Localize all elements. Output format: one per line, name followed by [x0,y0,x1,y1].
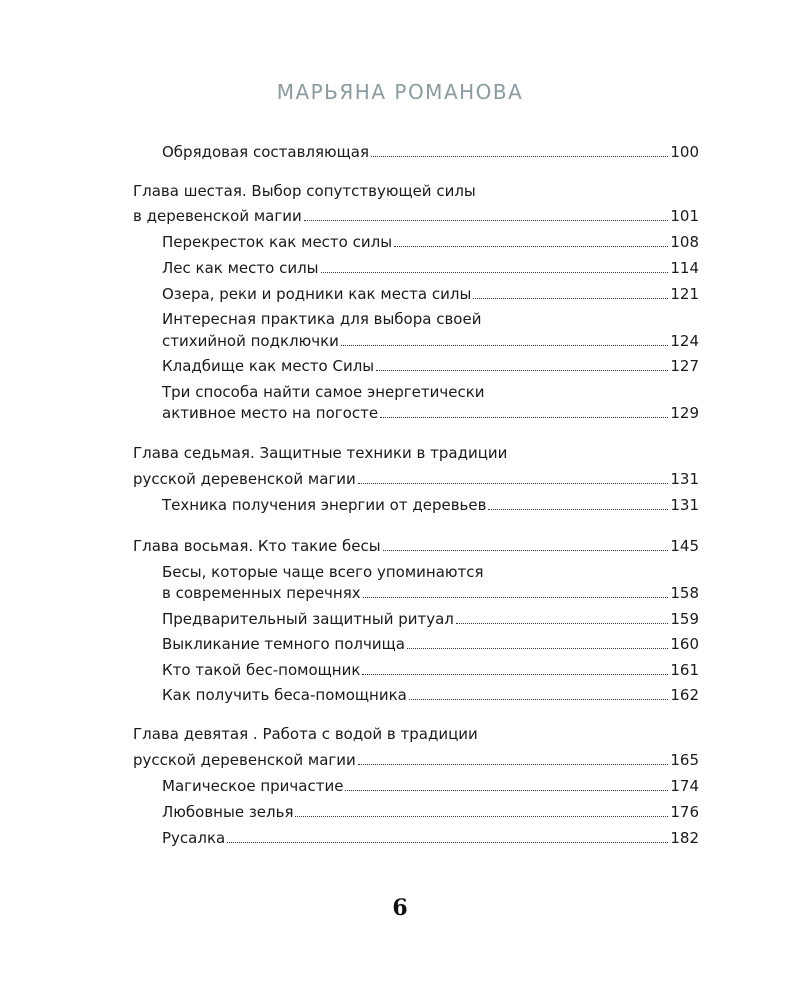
toc-entry [162,801,699,823]
dot-leader [358,482,669,484]
toc-entry-title: Техника получения энергии от деревьев [162,496,487,514]
toc-entry-title: в деревенской магии [133,207,302,225]
toc-entry-title: Любовные зелья [162,803,294,821]
toc-entry [162,283,699,305]
dot-leader [304,219,669,221]
toc-entry-page: 182 [670,829,699,847]
toc-entry-title: Глава восьмая. Кто такие бесы [133,537,381,555]
running-header-author: МАРЬЯНА РОМАНОВА [276,80,524,104]
dot-leader [341,344,668,346]
dot-leader [488,508,668,510]
toc-entry-page: 162 [670,686,699,704]
toc-entry [162,608,699,630]
dot-leader [371,155,668,157]
toc-entry-title-line1: Интересная практика для выбора своей [162,310,482,328]
dot-leader [362,673,668,675]
dot-leader [409,698,669,700]
toc-entry-title: Магическое причастие [162,777,344,795]
dot-leader [295,815,668,817]
toc-entry-title: Русалка [162,829,226,847]
dot-leader [376,369,668,371]
toc-entry-page: 124 [670,332,699,350]
toc-entry [162,494,699,516]
dot-leader [407,647,668,649]
toc-entry-title-line1: Три способа найти самое энергетически [162,383,485,401]
toc-entry-title: русской деревенской магии [133,751,356,769]
toc-entry-page: 127 [670,357,699,375]
toc-entry-page: 114 [670,259,699,277]
toc-entry-title: активное место на погосте [162,404,379,422]
toc-entry [162,257,699,279]
toc-entry [162,633,699,655]
toc-entry [162,355,699,377]
toc-entry [162,684,699,706]
toc-entry-page: 159 [670,610,699,628]
toc-entry-page: 101 [670,207,699,225]
toc-entry-page: 129 [670,404,699,422]
dot-leader [394,245,668,247]
dot-leader [473,297,668,299]
toc-entry [162,141,699,163]
toc-entry [162,330,699,352]
toc-chapter-title-line1: Глава шестая. Выбор сопутствующей силы [133,182,476,200]
toc-entry [162,659,699,681]
toc-entry-page: 131 [670,470,699,488]
toc-entry [162,582,699,604]
toc-entry-title: Как получить беса-помощника [162,686,407,704]
toc-entry-title: в современных перечнях [162,584,361,602]
toc-entry-title: Кладбище как место Силы [162,357,375,375]
dot-leader [456,622,668,624]
toc-entry-title: стихийной подключки [162,332,339,350]
page-number: 6 [392,895,408,921]
toc-chapter-entry [133,749,699,771]
toc-entry-title: русской деревенской магии [133,470,356,488]
dot-leader [358,763,669,765]
toc-entry-page: 145 [670,537,699,555]
toc-entry-title: Кто такой бес-помощник [162,661,361,679]
toc-entry [162,402,699,424]
toc-entry [162,775,699,797]
toc-entry-title: Обрядовая составляющая [162,143,369,161]
dot-leader [383,549,669,551]
toc-entry-page: 165 [670,751,699,769]
toc-chapter-title-line1: Глава седьмая. Защитные техники в традиции [133,444,508,462]
toc-entry-page: 121 [670,285,699,303]
dot-leader [227,841,668,843]
toc-chapter-entry [133,535,699,557]
toc-entry-title-line1: Бесы, которые чаще всего упоминаются [162,563,484,581]
toc-entry-title: Выкликание темного полчища [162,635,405,653]
toc-entry [162,231,699,253]
toc-chapter-entry [133,205,699,227]
toc-entry-page: 174 [670,777,699,795]
dot-leader [345,789,668,791]
dot-leader [321,271,669,273]
toc-entry [162,827,699,849]
toc-entry-page: 108 [670,233,699,251]
toc-entry-page: 161 [670,661,699,679]
dot-leader [380,416,668,418]
toc-entry-page: 131 [670,496,699,514]
toc-entry-page: 160 [670,635,699,653]
toc-chapter-title-line1: Глава девятая . Работа с водой в традиции [133,725,478,743]
toc-entry-title: Предварительный защитный ритуал [162,610,454,628]
toc-entry-page: 176 [670,803,699,821]
toc-entry-title: Озера, реки и родники как места силы [162,285,472,303]
toc-entry-page: 158 [670,584,699,602]
dot-leader [363,596,669,598]
toc-chapter-entry [133,468,699,490]
toc-entry-title: Перекресток как место силы [162,233,393,251]
toc-entry-title: Лес как место силы [162,259,319,277]
toc-entry-page: 100 [670,143,699,161]
